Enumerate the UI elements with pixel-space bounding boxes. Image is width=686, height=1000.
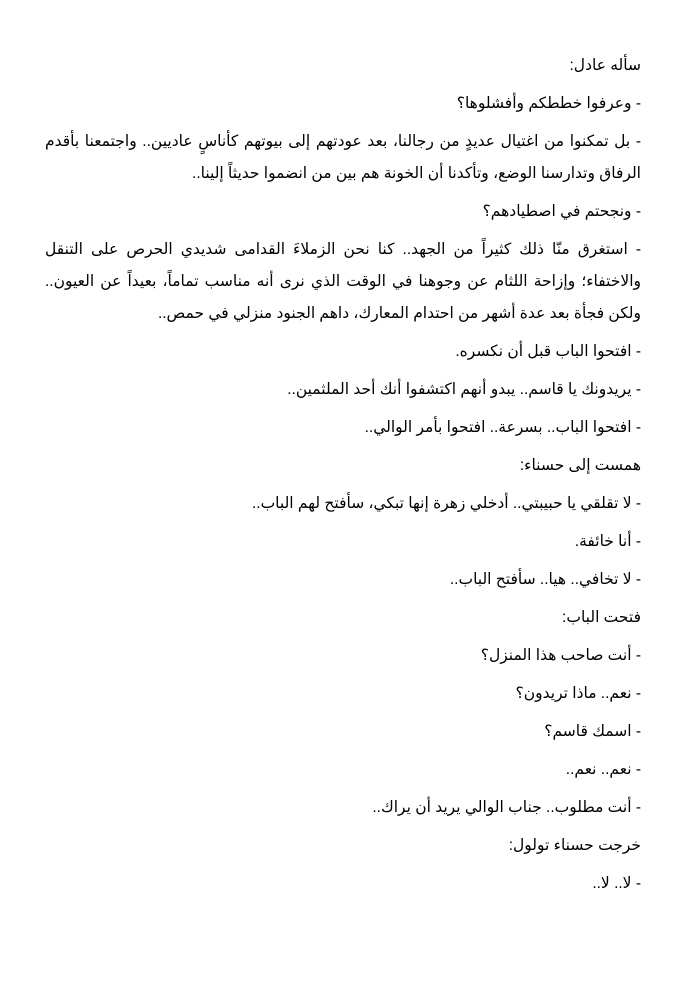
dialogue-line: - يريدونك يا قاسم.. يبدو أنهم اكتشفوا أنك أحد الملثمين.. (287, 381, 641, 398)
dialogue-line: - أنا خائفة. (574, 533, 641, 550)
dialogue-paragraph: - استغرق منّا ذلك كثيراً من الجهد.. كنا نحن الزملاءَ القدامى شديدي الحرص على التنقل والاختفاء؛ وإزاحة اللثام عن وجوهنا في الوقت الذي نرى أنه مناسب تماماً، بعيداً عن العيون.. ولكن فجأة بعد عدة أشهر من احتدام المعارك، داهم الجنود منزلي في حمص.. (45, 241, 641, 322)
narration-line: خرجت حسناء تولول: (508, 837, 641, 854)
narration-line: همست إلى حسناء: (519, 457, 641, 474)
dialogue-line: - لا تخافي.. هيا.. سأفتح الباب.. (449, 571, 641, 588)
dialogue-line: - افتحوا الباب قبل أن نكسره. (455, 343, 641, 360)
dialogue-line: - نعم.. ماذا تريدون؟ (515, 685, 641, 702)
dialogue-line: - ونجحتم في اصطيادهم؟ (482, 203, 641, 220)
dialogue-line: - لا تقلقي يا حبيبتي.. أدخلي زهرة إنها تبكي، سأفتح لهم الباب.. (251, 495, 641, 512)
dialogue-line: - افتحوا الباب.. بسرعة.. افتحوا بأمر الوالي.. (364, 419, 641, 436)
dialogue-line: - نعم.. نعم.. (565, 761, 641, 778)
dialogue-paragraph: - بل تمكنوا من اغتيال عديدٍ من رجالنا، بعد عودتهم إلى بيوتهم كأناسٍ عاديين.. واجتمعنا بأقدم الرفاق وتدارسنا الوضع، وتأكدنا أن الخونة هم بين من انضموا حديثاً إلينا.. (45, 133, 641, 182)
dialogue-line: - أنت صاحب هذا المنزل؟ (480, 647, 641, 664)
dialogue-line: - لا.. لا.. (592, 875, 641, 892)
dialogue-line: - وعرفوا خططكم وأفشلوها؟ (456, 95, 641, 112)
narration-line: فتحت الباب: (562, 609, 641, 626)
narration-line: سأله عادل: (569, 57, 641, 74)
dialogue-line: - أنت مطلوب.. جناب الوالي يريد أن يراك.. (372, 799, 641, 816)
dialogue-line: - اسمك قاسم؟ (544, 723, 641, 740)
